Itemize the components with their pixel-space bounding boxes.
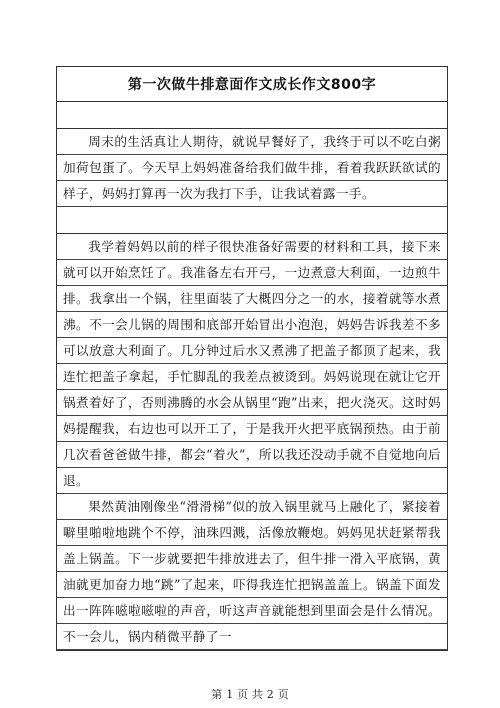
footer-page-number: 1 [226,688,234,701]
blank-row [57,102,447,129]
blank-row [57,207,447,234]
essay-sheet [56,66,448,651]
footer-prefix: 第 [211,688,223,701]
paragraph-1: 周末的生活真让人期待，就说早餐好了，我终于可以不吃白粥加荷包蛋了。今天早上妈妈准备给我们做牛排，看着我跃跃欲试的样子，妈妈打算再一次为我打下手，让我试着露一手。 [57,129,447,207]
footer-suffix: 页 [277,688,289,701]
essay-title: 第一次做牛排意面作文成长作文800字 [57,67,447,102]
footer-middle: 页 共 [237,688,263,701]
page-footer [0,686,500,702]
paragraph-2: 我学着妈妈以前的样子很快准备好需要的材料和工具，接下来就可以开始烹饪了。我准备左右开弓，一边煮意大利面，一边煎牛排。我拿出一个锅，往里面装了大概四分之一的水，接着就等水煮沸。不一会儿锅的周围和底部开始冒出小泡泡，妈妈告诉我差不多可以放意大利面了。几分钟过后水又煮沸了把盖子都顶了起来，我连忙把盖子拿起，手忙脚乱的我差点被烫到。妈妈说现在就让它开锅煮着好了，否则沸腾的水会从锅里“跑”出来，把火浇灭。这时妈妈提醒我，右边也可以开工了，于是我开火把平底锅预热。由于前几次看爸爸做牛排，都会“着火”，所以我还没动手就不自觉地向后退。 [57,234,447,494]
footer-total-pages: 2 [266,688,274,701]
paragraph-3: 果然黄油刚像坐“滑滑梯”似的放入锅里就马上融化了，紧接着噼里啪啦地跳个不停，油珠四溅，活像放鞭炮。妈妈见状赶紧帮我盖上锅盖。下一步就要把牛排放进去了，但牛排一滑入平底锅，黄油就更加奋力地“跳”了起来，吓得我连忙把锅盖盖上。锅盖下面发出一阵阵嗞啦嗞啦的声音，听这声音就能想到里面会是什么情况。不一会儿，锅内稍微平静了一 [57,494,447,650]
